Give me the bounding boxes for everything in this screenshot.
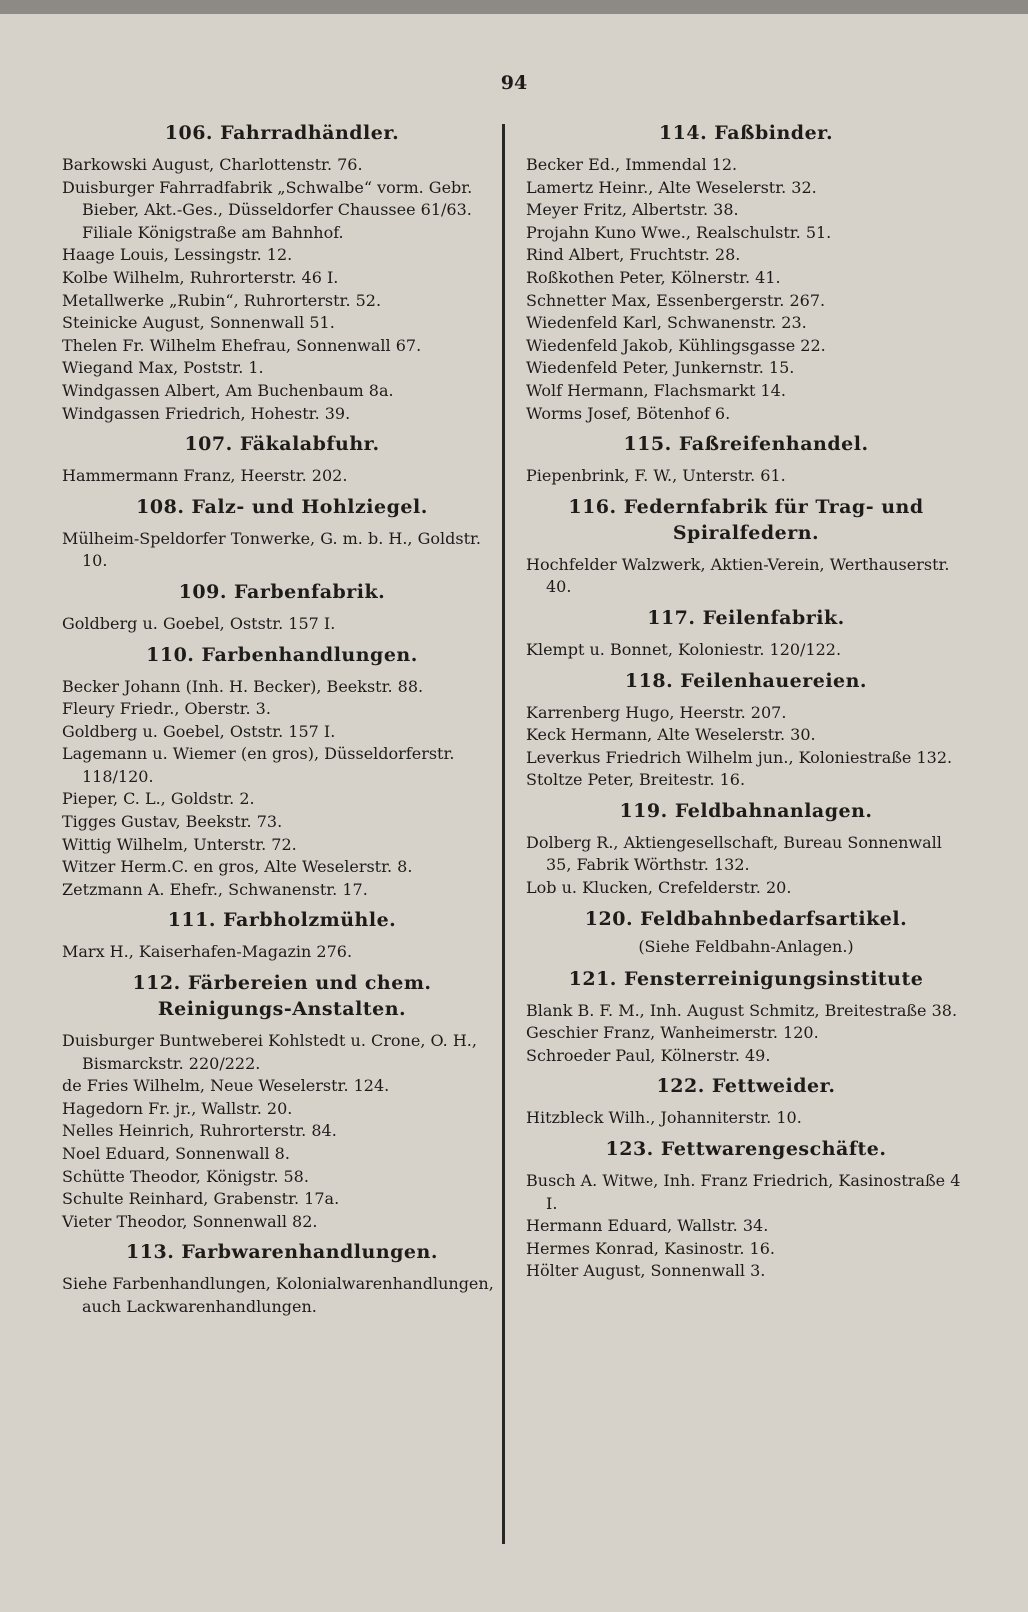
directory-entry: Hermann Eduard, Wallstr. 34. <box>526 1216 769 1236</box>
directory-entry: Schnetter Max, Essenbergerstr. 267. <box>526 290 826 310</box>
directory-section <box>62 907 502 964</box>
directory-entry: Leverkus Friedrich Wilhelm jun., Koloniestraße 132. <box>526 747 953 767</box>
directory-entry: Barkowski August, Charlottenstr. 76. <box>62 155 363 174</box>
directory-entry: Wiedenfeld Peter, Junkernstr. 15. <box>526 358 795 378</box>
directory-entry: Windgassen Friedrich, Hohestr. 39. <box>62 403 351 423</box>
directory-entry: Lagemann u. Wiemer (en gros), Düsseldorferstr. 118/120. <box>62 744 455 786</box>
directory-section <box>62 494 502 573</box>
section-heading: 121. Fensterreinigungsinstitute <box>568 967 924 990</box>
section-heading: 113. Farbwarenhandlungen. <box>126 1241 438 1264</box>
directory-entry: Lob u. Klucken, Crefelderstr. 20. <box>526 878 792 898</box>
directory-entry: Schütte Theodor, Königstr. 58. <box>62 1166 309 1186</box>
column-divider <box>502 124 505 1544</box>
directory-entry: Keck Hermann, Alte Weselerstr. 30. <box>526 725 816 745</box>
directory-entry: Piepenbrink, F. W., Unterstr. 61. <box>526 466 786 486</box>
directory-entry: Tigges Gustav, Beekstr. 73. <box>62 812 283 832</box>
directory-entry: Stoltze Peter, Breitestr. 16. <box>526 770 746 790</box>
section-heading: 111. Farbholzmühle. <box>167 909 397 932</box>
page-top-edge <box>0 0 1028 14</box>
directory-section <box>62 120 502 425</box>
directory-entry: Duisburger Buntweberei Kohlstedt u. Crone, O. H., Bismarckstr. 220/222. <box>62 1031 477 1073</box>
directory-entry: Becker Johann (Inh. H. Becker), Beekstr. 88. <box>62 676 424 696</box>
directory-section <box>526 668 966 792</box>
directory-entry: Klempt u. Bonnet, Koloniestr. 120/122. <box>526 639 842 659</box>
directory-entry: Geschier Franz, Wanheimerstr. 120. <box>526 1023 819 1043</box>
directory-entry: Marx H., Kaiserhafen-Magazin 276. <box>62 942 353 962</box>
section-heading: 123. Fettwarengeschäfte. <box>605 1138 887 1161</box>
directory-section <box>526 431 966 488</box>
directory-entry: Siehe Farbenhandlungen, Kolonialwarenhandlungen, auch Lackwarenhandlungen. <box>62 1274 494 1316</box>
directory-entry: Goldberg u. Goebel, Oststr. 157 I. <box>62 721 336 741</box>
directory-entry: Wittig Wilhelm, Unterstr. 72. <box>62 834 297 854</box>
directory-entry: Becker Ed., Immendal 12. <box>526 155 738 174</box>
directory-entry: Steinicke August, Sonnenwall 51. <box>62 313 335 333</box>
section-heading: 107. Fäkalabfuhr. <box>184 433 380 456</box>
section-heading: 122. Fettweider. <box>656 1075 836 1098</box>
directory-entry: Wiedenfeld Karl, Schwanenstr. 23. <box>526 313 807 333</box>
directory-section <box>62 431 502 488</box>
directory-entry: Hochfelder Walzwerk, Aktien-Verein, Werthauserstr. 40. <box>526 554 950 597</box>
directory-section <box>526 605 966 662</box>
section-heading: 109. Farbenfabrik. <box>178 580 386 603</box>
directory-entry: Busch A. Witwe, Inh. Franz Friedrich, Kasinostraße 4 I. <box>526 1171 961 1213</box>
directory-section <box>526 906 966 958</box>
section-heading: 108. Falz- und Hohlziegel. <box>136 495 428 518</box>
directory-entry: Kolbe Wilhelm, Ruhrorterstr. 46 I. <box>62 267 339 287</box>
section-heading: 115. Faßreifenhandel. <box>623 433 869 456</box>
directory-entry: Hagedorn Fr. jr., Wallstr. 20. <box>62 1098 293 1118</box>
directory-section <box>62 642 502 902</box>
directory-entry: de Fries Wilhelm, Neue Weselerstr. 124. <box>62 1076 390 1096</box>
directory-entry: Schroeder Paul, Kölnerstr. 49. <box>526 1045 771 1065</box>
directory-section <box>62 1239 502 1318</box>
section-heading: 114. Faßbinder. <box>658 122 834 144</box>
directory-entry: Roßkothen Peter, Kölnerstr. 41. <box>526 267 781 287</box>
directory-entry: Thelen Fr. Wilhelm Ehefrau, Sonnenwall 67. <box>62 335 422 355</box>
left-column <box>62 116 502 1325</box>
section-note: (Siehe Feldbahn-Anlagen.) <box>638 936 854 956</box>
directory-entry: Worms Josef, Bötenhof 6. <box>526 403 731 423</box>
directory-section <box>62 579 502 636</box>
section-heading: 118. Feilenhauereien. <box>624 669 868 692</box>
section-heading: 112. Färbereien und chem. Reinigungs-Anstalten. <box>132 972 432 1021</box>
directory-entry: Fleury Friedr., Oberstr. 3. <box>62 699 271 719</box>
directory-section <box>526 494 966 599</box>
directory-entry: Hitzbleck Wilh., Johanniterstr. 10. <box>526 1108 802 1128</box>
directory-entry: Meyer Fritz, Albertstr. 38. <box>526 200 739 220</box>
directory-entry: Mülheim-Speldorfer Tonwerke, G. m. b. H., Goldstr. 10. <box>62 528 481 571</box>
directory-entry: Pieper, C. L., Goldstr. 2. <box>62 789 255 809</box>
directory-entry: Hammermann Franz, Heerstr. 202. <box>62 466 348 486</box>
directory-entry: Karrenberg Hugo, Heerstr. 207. <box>526 702 787 722</box>
right-column <box>526 116 966 1289</box>
directory-entry: Vieter Theodor, Sonnenwall 82. <box>62 1211 318 1231</box>
directory-entry: Nelles Heinrich, Ruhrorterstr. 84. <box>62 1121 337 1141</box>
directory-section <box>526 120 966 425</box>
directory-section <box>62 970 502 1233</box>
directory-section <box>526 798 966 900</box>
directory-entry: Metallwerke „Rubin“, Ruhrorterstr. 52. <box>62 290 382 310</box>
directory-entry: Rind Albert, Fruchtstr. 28. <box>526 245 741 265</box>
directory-entry: Hölter August, Sonnenwall 3. <box>526 1261 766 1281</box>
directory-entry: Schulte Reinhard, Grabenstr. 17a. <box>62 1189 340 1209</box>
directory-entry: Blank B. F. M., Inh. August Schmitz, Breitestraße 38. <box>526 1000 958 1020</box>
directory-entry: Dolberg R., Aktiengesellschaft, Bureau Sonnenwall 35, Fabrik Wörthstr. 132. <box>526 832 942 875</box>
directory-section <box>526 1136 966 1283</box>
section-heading: 120. Feldbahnbedarfsartikel. <box>584 907 908 930</box>
directory-entry: Windgassen Albert, Am Buchenbaum 8a. <box>62 380 394 400</box>
directory-section <box>526 966 966 1068</box>
directory-entry: Hermes Konrad, Kasinostr. 16. <box>526 1238 775 1258</box>
directory-entry: Zetzmann A. Ehefr., Schwanenstr. 17. <box>62 879 368 899</box>
directory-entry: Duisburger Fahrradfabrik „Schwalbe“ vorm. Gebr. Bieber, Akt.-Ges., Düsseldorfer Chaussee 61/63. Filiale Königstraße am Bahnhof. <box>62 177 473 242</box>
directory-entry: Projahn Kuno Wwe., Realschulstr. 51. <box>526 222 832 242</box>
section-heading: 116. Federnfabrik für Trag- und Spiralfedern. <box>568 495 924 544</box>
directory-entry: Lamertz Heinr., Alte Weselerstr. 32. <box>526 177 817 197</box>
section-heading: 119. Feldbahnanlagen. <box>619 799 873 822</box>
directory-entry: Witzer Herm.C. en gros, Alte Weselerstr. 8. <box>62 857 413 877</box>
section-heading: 110. Farbenhandlungen. <box>146 643 418 666</box>
directory-entry: Noel Eduard, Sonnenwall 8. <box>62 1144 290 1163</box>
directory-entry: Wiedenfeld Jakob, Kühlingsgasse 22. <box>526 335 826 355</box>
directory-entry: Goldberg u. Goebel, Oststr. 157 I. <box>62 613 336 633</box>
section-heading: 106. Fahrradhändler. <box>164 122 400 144</box>
directory-entry: Haage Louis, Lessingstr. 12. <box>62 245 293 265</box>
directory-entry: Wolf Hermann, Flachsmarkt 14. <box>526 380 786 400</box>
directory-entry: Wiegand Max, Poststr. 1. <box>62 358 264 378</box>
page-number: 94 <box>500 72 528 94</box>
section-heading: 117. Feilenfabrik. <box>647 606 845 629</box>
directory-section <box>526 1073 966 1130</box>
